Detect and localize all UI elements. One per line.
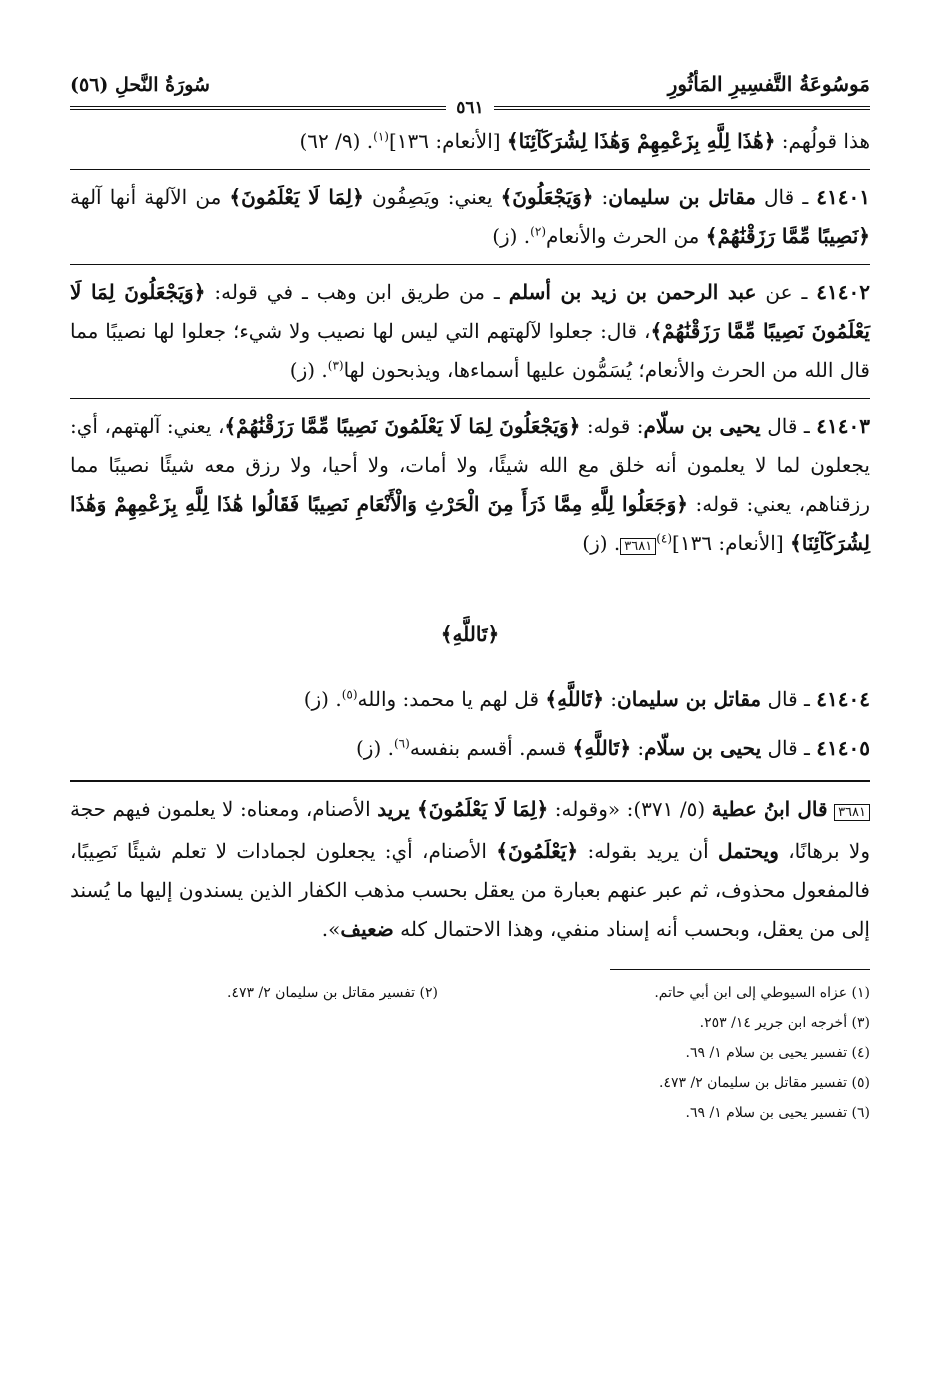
entry-number: ٤١٤٠٣ [816,414,870,438]
entry-41404: ٤١٤٠٤ ـ قال مقاتل بن سليمان: ﴿تَاللَّهِ﴾ قل لهم يا محمد: والله$^{(٥)}$. (ز) [303,687,870,711]
entry-41403: ٤١٤٠٣ ـ قال يحيى بن سلّام: قوله: ﴿وَيَجْعَلُونَ لِمَا لَا يَعْلَمُونَ نَصِيبًا مِّمَّا رَزَقْنَٰهُمْ﴾، يعني: آلهتهم، أي: يجعلون لما لا يعلمون أنه خلق مع الله شيئًا، ولا أمات، ولا أحيا، ولا رزق معه شيئًا نصيبًا مما رزقناهم، يعني: قوله: ﴿وَجَعَلُوا لِلَّهِ مِمَّا ذَرَأَ مِنَ الْحَرْثِ وَالْأَنْعَامِ نَصِيبًا فَقَالُوا هَٰذَا لِلَّهِ بِزَعْمِهِمْ وَهَٰذَا لِشُرَكَآئِنَا﴾ [الأنعام: ١٣٦]$^{(٤)}$٣٦٨١. (ز) [70,414,871,555]
page [70,60,870,1128]
commentary-ref-box: ٣٦٨١ [620,538,656,555]
quran-verse: ﴿وَجَعَلُوا لِلَّهِ مِمَّا ذَرَأَ مِنَ الْحَرْثِ وَالْأَنْعَامِ نَصِيبًا فَقَالُوا هَٰذَا لِلَّهِ بِزَعْمِهِمْ وَهَٰذَا لِشُرَكَآئِنَا﴾ [70,492,870,555]
footnotes-right-column [502,978,870,1128]
footnote-ref: (٢) [530,224,546,239]
commentary-paragraph: ٣٦٨١ قال ابنُ عطية (٥/ ٣٧١): «وقوله: ﴿لِمَا لَا يَعْلَمُونَ﴾ يريد الأصنام، ومعناه: لا يعلمون فيهم حجة ولا برهانًا، ويحتمل أن يريد بقوله: ﴿يَعْلَمُونَ﴾ الأصنام، أي: يجعلون لجمادات لا تعلم شيئًا نَصِيبًا، فالمفعول محذوف، ثم عبر عنهم بعبارة من يعقل بحسب مذهب الكفار الذين يسندون إليها ما يُسند إلى من يعقل، وبحسب أنه إسناد منفي، وهذا الاحتمال كله ضعيف». [70,797,870,941]
commentary-ref-box: ٣٦٨١ [834,804,870,821]
entry-separator [70,264,870,265]
narrator-name: يحيى بن سلّام [644,736,762,760]
quran-verse: ﴿يَعْلَمُونَ﴾ [496,839,579,863]
footnote: (٤) تفسير يحيى بن سلام ١/ ٦٩. [685,1045,870,1061]
quran-verse: ﴿هَٰذَا لِلَّهِ بِزَعْمِهِمْ وَهَٰذَا لِشُرَكَآئِنَا﴾ [506,129,776,153]
entry-41402: ٤١٤٠٢ ـ عن عبد الرحمن بن زيد بن أسلم ـ من طريق ابن وهب ـ في قوله: ﴿وَيَجْعَلُونَ لِمَا لَا يَعْلَمُونَ نَصِيبًا مِّمَّا رَزَقْنَٰهُمْ﴾، قال: جعلوا لآلهتهم التي ليس لها نصيب ولا شيء؛ جعلوا لها نصيبًا مما قال الله من الحرث والأنعام؛ يُسَمُّون عليها أسماءها، ويذبحون لها$^{(٣)}$. (ز) [70,280,870,382]
quran-verse: ﴿وَيَجْعَلُونَ﴾ [500,185,594,209]
quran-verse: ﴿تَاللَّهِ﴾ [572,736,632,760]
footnotes-left-column [70,978,438,1128]
footnote: (٢) تفسير مقاتل بن سليمان ٢/ ٤٧٣. [227,985,438,1001]
footnote: (١) عزاه السيوطي إلى ابن أبي حاتم. [654,985,870,1001]
quran-verse: ﴿تَاللَّهِ﴾ [545,687,604,711]
footnotes [70,978,870,1128]
footnote-ref: (٤) [656,531,673,546]
footnote: (٣) أخرجه ابن جرير ١٤/ ٢٥٣. [699,1015,870,1031]
intro-paragraph: هذا قولُهم: ﴿هَٰذَا لِلَّهِ بِزَعْمِهِمْ وَهَٰذَا لِشُرَكَآئِنَا﴾ [الأنعام: ١٣٦]$^{(١)}$. (٩/ ٦٢) [299,129,870,153]
quran-verse: ﴿وَيَجْعَلُونَ لِمَا لَا يَعْلَمُونَ نَصِيبًا مِّمَّا رَزَقْنَٰهُمْ﴾ [224,414,581,438]
quran-verse: ﴿لِمَا لَا يَعْلَمُونَ﴾ [417,797,549,821]
narrator-name: يحيى بن سلّام [643,414,761,438]
footnote-ref: (٣) [327,358,344,373]
footnote: (٦) تفسير يحيى بن سلام ١/ ٦٩. [685,1105,870,1121]
quran-verse: ﴿لِمَا لَا يَعْلَمُونَ﴾ [229,185,364,209]
footnote: (٥) تفسير مقاتل بن سليمان ٢/ ٤٧٣. [659,1075,870,1091]
footnote-ref: (١) [373,129,389,144]
commentary-block [70,780,870,949]
commentator-name: قال ابنُ عطية [711,797,828,821]
entry-41401: ٤١٤٠١ ـ قال مقاتل بن سليمان: ﴿وَيَجْعَلُونَ﴾ يعني: ويَصِفُون ﴿لِمَا لَا يَعْلَمُونَ﴾ من الآلهة أنها آلهة ﴿نَصِيبًا مِّمَّا رَزَقْنَٰهُمْ﴾ من الحرث والأنعام$^{(٢)}$. (ز) [70,185,871,248]
narrator-name: عبد الرحمن بن زيد بن أسلم [508,280,757,304]
entry-number: ٤١٤٠٥ [816,736,870,760]
quran-verse: ﴿نَصِيبًا مِّمَّا رَزَقْنَٰهُمْ﴾ [705,224,870,248]
verse-heading: ﴿تَاللَّهِ﴾ [440,622,500,646]
quran-verse: ﴿وَيَجْعَلُونَ لِمَا لَا يَعْلَمُونَ نَصِيبًا مِّمَّا رَزَقْنَٰهُمْ﴾ [70,280,870,343]
footnote-rule [610,969,870,970]
page-number: ٥٦١ [456,98,484,118]
footnote-ref: (٥) [341,687,358,702]
entry-41405: ٤١٤٠٥ ـ قال يحيى بن سلّام: ﴿تَاللَّهِ﴾ قسم. أقسم بنفسه$^{(٦)}$. (ز) [356,736,870,760]
narrator-name: مقاتل بن سليمان [617,687,762,711]
entry-separator [70,398,870,399]
entry-number: ٤١٤٠٤ [816,687,870,711]
header-rule [70,98,870,118]
entry-separator [70,169,870,170]
book-title: مَوسُوعَةُ التَّفسِيرِ المَأثُورِ [667,72,870,96]
footnote-ref: (٦) [393,736,410,751]
surah-title: سُورَةُ النَّحلِ (٥٦) [70,74,210,96]
entry-number: ٤١٤٠١ [816,185,871,209]
entry-number: ٤١٤٠٢ [816,280,870,304]
running-header [70,60,870,96]
narrator-name: مقاتل بن سليمان [608,185,756,209]
